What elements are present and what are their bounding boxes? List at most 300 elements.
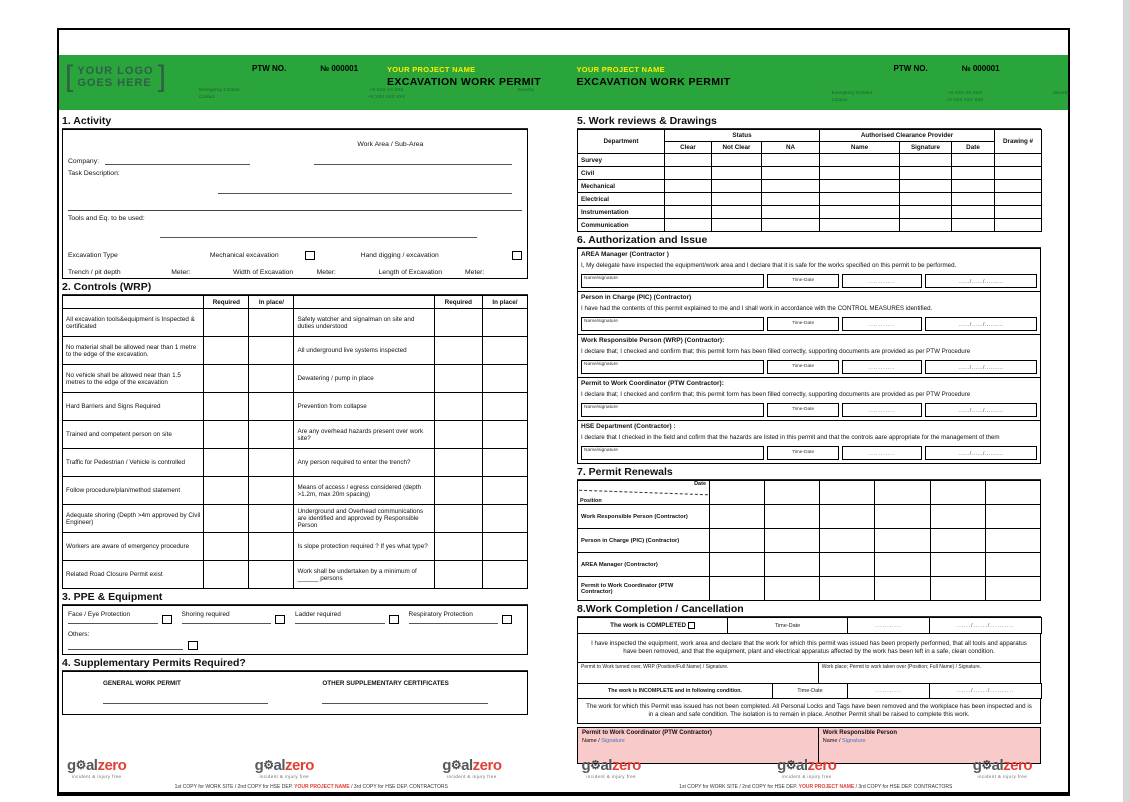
ppe-label: Ladder required: [295, 611, 385, 624]
not-clear-header: Not Clear: [712, 142, 762, 154]
signature-row: [581, 317, 1037, 331]
department-row: [578, 206, 1042, 219]
renewal-sign-cell[interactable]: [875, 553, 930, 577]
controls-table: [62, 295, 528, 589]
section-activity: [62, 129, 528, 279]
name-signature-field[interactable]: Name/signature: [581, 446, 764, 460]
inplace-cell[interactable]: [249, 477, 294, 505]
emergency-label: Emergency Contact :: [199, 87, 242, 92]
renewal-date-cell[interactable]: [710, 481, 765, 505]
auth-role-title: Permit to Work Coordinator (PTW Contractor):: [581, 380, 724, 387]
mechanical-excavation-label: Mechanical excavation: [209, 252, 279, 259]
required-cell[interactable]: [434, 309, 482, 337]
renewal-sign-cell[interactable]: [930, 505, 985, 529]
title-block: [577, 65, 797, 88]
left-page-footer: [59, 758, 564, 790]
provider-name-cell[interactable]: [820, 206, 900, 219]
renewal-role: Permit to Work Coordinator (PTW Contractor): [578, 577, 710, 601]
permit-document: [57, 28, 1070, 796]
required-cell[interactable]: [204, 561, 249, 589]
work-area-field[interactable]: [314, 157, 512, 165]
goalzero-al: al: [461, 757, 473, 774]
inplace-cell[interactable]: [482, 533, 527, 561]
ptw-label: PTW NO.: [252, 64, 287, 73]
renewal-sign-cell[interactable]: [985, 529, 1040, 553]
drawing-cell[interactable]: [995, 180, 1042, 193]
renewal-date-cell[interactable]: [930, 481, 985, 505]
control-item-left: Hard Barriers and Signs Required: [63, 393, 204, 421]
renewal-sign-cell[interactable]: [875, 577, 930, 601]
required-cell[interactable]: [434, 393, 482, 421]
date-dots-field[interactable]: ....../....../..........: [925, 403, 1037, 417]
goalzero-gear-icon: ⚙: [263, 758, 274, 772]
required-cell[interactable]: [434, 365, 482, 393]
renewal-sign-cell[interactable]: [930, 577, 985, 601]
goalzero-g: g: [67, 757, 76, 774]
provider-signature-cell[interactable]: [900, 206, 952, 219]
other-certificates-field[interactable]: [322, 696, 487, 704]
tools-label: Tools and Eq. to be used:: [68, 215, 145, 222]
control-item-right: Underground and Overhead communications are identified and approved by Responsible Person: [294, 505, 434, 533]
provider-name-cell[interactable]: [820, 180, 900, 193]
mechanical-excavation-checkbox[interactable]: [305, 251, 315, 260]
goalzero-tagline: incident & injury free: [71, 774, 122, 779]
controls-row: [63, 421, 528, 449]
required-cell[interactable]: [434, 337, 482, 365]
time-date-field[interactable]: Time-Date: [767, 446, 839, 460]
goalzero-zero: zero: [472, 757, 502, 774]
renewal-sign-cell[interactable]: [985, 505, 1040, 529]
not-clear-cell[interactable]: [712, 154, 762, 167]
renewal-sign-cell[interactable]: [765, 529, 820, 553]
control-item-right: Prevention from collapse: [294, 393, 434, 421]
required-cell[interactable]: [204, 421, 249, 449]
renewal-sign-cell[interactable]: [985, 553, 1040, 577]
provider-date-cell[interactable]: [952, 180, 995, 193]
signature-dots-cell[interactable]: ...........: [848, 684, 930, 699]
goalzero-g: g: [777, 757, 786, 774]
reviews-header-row1: [578, 130, 1042, 142]
control-item-right: All underground live systems inspected: [294, 337, 434, 365]
renewal-sign-cell[interactable]: [985, 577, 1040, 601]
inplace-cell[interactable]: [249, 561, 294, 589]
section-renewals-title: 7. Permit Renewals: [577, 466, 1041, 480]
renewal-date-cell[interactable]: [765, 481, 820, 505]
renewal-sign-cell[interactable]: [765, 553, 820, 577]
clear-cell[interactable]: [665, 167, 712, 180]
provider-signature-cell[interactable]: [900, 180, 952, 193]
distribution-part2: / 3rd COPY for HSE DEP. CONTRACTORS: [349, 784, 448, 790]
controls-row: [63, 477, 528, 505]
authorization-blocks: [577, 248, 1041, 464]
provider-name-cell[interactable]: [820, 193, 900, 206]
goalzero-gear-icon: ⚙: [590, 758, 601, 772]
inplace-cell[interactable]: [482, 337, 527, 365]
provider-date-cell[interactable]: [952, 193, 995, 206]
na-cell[interactable]: [762, 180, 820, 193]
meter-label: Meter:: [316, 269, 336, 276]
inplace-cell[interactable]: [482, 505, 527, 533]
controls-row: [63, 309, 528, 337]
renewal-sign-cell[interactable]: [820, 529, 875, 553]
provider-name-cell[interactable]: [820, 219, 900, 232]
inplace-cell[interactable]: [482, 309, 527, 337]
goalzero-zero: zero: [285, 757, 314, 774]
control-item-right: Means of access / egress considered (depth >1.2m, max 20m spacing): [294, 477, 434, 505]
work-completed-label: The work is COMPLETED: [610, 622, 687, 630]
scan-edge: [1123, 0, 1130, 802]
time-date-field[interactable]: Time-Date: [767, 317, 839, 331]
date-dots-cell[interactable]: ....../....../..........: [930, 618, 1042, 634]
control-item-left: Adequate shoring (Depth >4m approved by Civil Engineer): [63, 505, 204, 533]
renewal-sign-cell[interactable]: [765, 577, 820, 601]
provider-date-cell[interactable]: [952, 206, 995, 219]
taken-over-cell[interactable]: Work place; Permit to work taken over (Position; Full Name) / Signature.: [818, 663, 1040, 684]
renewal-date-cell[interactable]: [875, 481, 930, 505]
required-cell[interactable]: [434, 561, 482, 589]
inplace-cell[interactable]: [482, 449, 527, 477]
renewals-header-row: [578, 481, 1041, 505]
time-date-field[interactable]: Time-Date: [767, 274, 839, 288]
renewal-role: Work Responsible Person (Contractor): [578, 505, 710, 529]
not-clear-cell[interactable]: [712, 206, 762, 219]
ppe-checkbox[interactable]: [162, 615, 172, 624]
not-clear-cell[interactable]: [712, 193, 762, 206]
date-dots-field[interactable]: ....../....../..........: [925, 446, 1037, 460]
clear-cell[interactable]: [665, 154, 712, 167]
na-cell[interactable]: [762, 193, 820, 206]
signature-link[interactable]: Signature: [601, 738, 625, 744]
corner-diagonal: [578, 490, 710, 496]
goalzero-logo: [973, 758, 1032, 779]
provider-signature-cell[interactable]: [900, 219, 952, 232]
required-cell[interactable]: [204, 365, 249, 393]
goalzero-gear-icon: ⚙: [785, 758, 797, 772]
authorization-block: [577, 292, 1041, 335]
right-page: [577, 113, 1041, 764]
control-item-right: Is slope protection required ? If yes what type?: [294, 533, 434, 561]
section-ppe: [62, 605, 528, 655]
status-header: Status: [665, 130, 820, 142]
required-cell[interactable]: [204, 477, 249, 505]
signature-row: [581, 403, 1037, 417]
contact-label: Contact :: [831, 97, 850, 102]
others-field[interactable]: [68, 642, 183, 650]
not-clear-cell[interactable]: [712, 180, 762, 193]
inplace-cell[interactable]: [482, 421, 527, 449]
work-incomplete-row: [577, 683, 1042, 699]
ppe-checkbox[interactable]: [389, 615, 399, 624]
control-item-left: Trained and competent person on site: [63, 421, 204, 449]
clear-cell[interactable]: [665, 193, 712, 206]
renewal-sign-cell[interactable]: [820, 553, 875, 577]
logo-bracket-right-icon: ]: [157, 60, 166, 93]
inplace-cell[interactable]: [249, 505, 294, 533]
not-clear-cell[interactable]: [712, 219, 762, 232]
required-cell[interactable]: [204, 505, 249, 533]
ptw-label: PTW NO.: [893, 64, 928, 73]
security-label: Security: [1052, 90, 1070, 95]
name-signature-field[interactable]: Name/signature: [581, 403, 764, 417]
drawing-cell[interactable]: [995, 206, 1042, 219]
section-activity-title: 1. Activity: [62, 115, 528, 129]
auth-declaration: I declare that I checked in the field and cofirm that the hazards are listed in this permit and that the controls aare appropriate for the management of them: [581, 434, 1000, 441]
inplace-cell[interactable]: [482, 477, 527, 505]
na-cell[interactable]: [762, 219, 820, 232]
goalzero-al: al: [85, 757, 98, 774]
distribution-note: [59, 784, 564, 790]
department-row: [578, 180, 1042, 193]
date-dots-field[interactable]: ....../....../..........: [925, 274, 1037, 288]
company-logo: [65, 62, 166, 92]
provider-name-cell[interactable]: [820, 154, 900, 167]
page-footers: [59, 758, 1068, 790]
drawing-cell[interactable]: [995, 193, 1042, 206]
name-signature-field[interactable]: Name/signature: [581, 317, 764, 331]
time-date-field[interactable]: Time-Date: [767, 360, 839, 374]
na-cell[interactable]: [762, 154, 820, 167]
goalzero-al: al: [796, 757, 808, 774]
turned-over-cell[interactable]: Permit to Work turned over, WRP (Position/Full Name) / Signature.: [578, 663, 819, 684]
signature-dots-cell[interactable]: ...........: [848, 618, 930, 634]
ptw-number-block: [894, 64, 1000, 73]
ptw-coordinator-role: Permit to Work Coordinator (PTW Contractor): [582, 730, 712, 736]
time-date-cell[interactable]: Time-Date: [773, 684, 848, 699]
required-cell[interactable]: [434, 477, 482, 505]
controls-row: [63, 365, 528, 393]
drawing-cell[interactable]: [995, 154, 1042, 167]
inplace-cell[interactable]: [249, 393, 294, 421]
date-dots-field[interactable]: ....../....../..........: [925, 317, 1037, 331]
inplace-header: In place/: [249, 296, 294, 309]
renewal-sign-cell[interactable]: [875, 505, 930, 529]
renewal-date-cell[interactable]: [820, 481, 875, 505]
renewal-sign-cell[interactable]: [710, 553, 765, 577]
control-item-left: Traffic for Pedestrian / Vehicle is controlled: [63, 449, 204, 477]
meter-label: Meter:: [465, 269, 485, 276]
provider-date-cell[interactable]: [952, 154, 995, 167]
inplace-cell[interactable]: [249, 309, 294, 337]
work-reviews-table: [577, 129, 1042, 232]
renewal-role: Person in Charge (PIC) (Contractor): [578, 529, 710, 553]
goalzero-al: al: [273, 757, 286, 774]
control-item-left: No vehicle shall be allowed near than 1.5 metres to the edge of the excavation: [63, 365, 204, 393]
signature-dots-field[interactable]: ...........: [842, 360, 922, 374]
goalzero-zero: zero: [807, 757, 837, 774]
required-cell[interactable]: [204, 393, 249, 421]
signature-dots-field[interactable]: ...........: [842, 274, 922, 288]
control-item-right: Are any overhead hazards present over work site?: [294, 421, 434, 449]
renewal-sign-cell[interactable]: [820, 505, 875, 529]
auth-role-title: AREA Manager (Contractor ): [581, 251, 669, 258]
department-row: [578, 167, 1042, 180]
ppe-item: [409, 611, 523, 624]
na-cell[interactable]: [762, 206, 820, 219]
contact-value: +X XXX XXX XXX: [368, 94, 406, 99]
required-cell[interactable]: [204, 337, 249, 365]
section-supplementary: [62, 671, 528, 715]
goalzero-g: g: [972, 757, 982, 774]
logo-line1: YOUR LOGO: [77, 65, 154, 77]
inplace-cell[interactable]: [482, 365, 527, 393]
required-cell[interactable]: [204, 533, 249, 561]
required-cell[interactable]: [434, 533, 482, 561]
department-name: Civil: [578, 167, 665, 180]
corner-position-label: Position: [580, 498, 602, 504]
na-cell[interactable]: [762, 167, 820, 180]
goalzero-tagline: incident & injury free: [259, 774, 310, 779]
goalzero-gear-icon: ⚙: [981, 758, 992, 772]
general-work-permit-field[interactable]: [103, 696, 268, 704]
control-item-left: No material shall be allowed near than 1 metre to the edge of the excavation.: [63, 337, 204, 365]
distribution-project: YOUR PROJECT NAME: [294, 784, 350, 790]
inplace-cell[interactable]: [482, 561, 527, 589]
inplace-cell[interactable]: [249, 449, 294, 477]
renewal-date-cell[interactable]: [985, 481, 1040, 505]
auth-declaration: I declare that; I checked and confirm that; this permit form has been filled correctly, supporting documents are provided as per PTW Procedure: [581, 391, 971, 398]
ppe-checkbox[interactable]: [275, 615, 285, 624]
department-row: [578, 193, 1042, 206]
ptw-number: № 000001: [961, 64, 1000, 73]
project-name: YOUR PROJECT NAME: [576, 65, 665, 74]
wrp-role: Work Responsible Person: [822, 730, 897, 736]
renewal-sign-cell[interactable]: [710, 505, 765, 529]
name-signature-field[interactable]: Name/signature: [581, 274, 764, 288]
authorization-block: [577, 248, 1041, 292]
renewal-role: AREA Manager (Contractor): [578, 553, 710, 577]
date-dots-field[interactable]: ....../....../..........: [925, 360, 1037, 374]
department-row: [578, 154, 1042, 167]
distribution-project: YOUR PROJECT NAME: [798, 784, 855, 790]
date-position-corner: [578, 481, 710, 505]
inplace-cell[interactable]: [482, 393, 527, 421]
control-item-left: All excavation tools&equipment is Inspected & certificated: [63, 309, 204, 337]
date-header: Date: [952, 142, 995, 154]
drawing-cell[interactable]: [995, 167, 1042, 180]
provider-signature-cell[interactable]: [900, 154, 952, 167]
goalzero-logo: [777, 758, 836, 779]
renewal-row: [578, 577, 1041, 601]
signature-dots-field[interactable]: ...........: [842, 317, 922, 331]
distribution-part2: / 3rd COPY for HSE DEP. CONTRACTORS: [854, 784, 953, 790]
signature-dots-field[interactable]: ...........: [842, 446, 922, 460]
provider-date-cell[interactable]: [952, 167, 995, 180]
provider-name-cell[interactable]: [820, 167, 900, 180]
distribution-part1: 1st COPY for WORK SITE / 2nd COPY for HSE DEP.: [679, 784, 799, 790]
hand-digging-label: Hand digging / excavation: [360, 252, 439, 259]
signature-dots-field[interactable]: ...........: [842, 403, 922, 417]
task-description-field[interactable]: [218, 186, 512, 194]
logo-line2: GOES HERE: [77, 77, 152, 89]
ppe-checkbox[interactable]: [502, 615, 512, 624]
inplace-header: In place/: [482, 296, 527, 309]
signature-header: Signature: [900, 142, 952, 154]
work-incomplete-label: The work is INCOMPLETE and in following condition.: [578, 684, 773, 699]
goalzero-g: g: [442, 757, 451, 774]
goalzero-g: g: [581, 757, 591, 774]
time-date-cell[interactable]: Time-Date: [728, 618, 848, 634]
not-clear-cell[interactable]: [712, 167, 762, 180]
project-name: YOUR PROJECT NAME: [387, 65, 476, 74]
controls-row: [63, 393, 528, 421]
required-cell[interactable]: [204, 449, 249, 477]
required-cell[interactable]: [434, 505, 482, 533]
required-cell[interactable]: [204, 309, 249, 337]
ppe-label: Respiratory Protection: [409, 611, 499, 624]
renewal-sign-cell[interactable]: [930, 529, 985, 553]
auth-declaration: I, My delegate have inspected the equipment/work area and I declare that it is safe for the works specified on this permit to be performed.: [581, 262, 957, 269]
form-header: [59, 55, 1068, 110]
auth-declaration: I declare that; I checked and confirm that; this permit form has been filled correctly, supporting documents are provided as per PTW Procedure: [581, 348, 971, 355]
renewal-sign-cell[interactable]: [820, 577, 875, 601]
required-cell[interactable]: [434, 421, 482, 449]
renewal-sign-cell[interactable]: [930, 553, 985, 577]
controls-blank-header: [294, 296, 434, 309]
goalzero-al: al: [600, 757, 612, 774]
header-right-page: [564, 55, 1069, 110]
drawing-cell[interactable]: [995, 219, 1042, 232]
controls-row: [63, 505, 528, 533]
tools-field[interactable]: [160, 230, 477, 238]
others-checkbox[interactable]: [188, 641, 198, 650]
ppe-item: [295, 611, 409, 624]
renewal-sign-cell[interactable]: [765, 505, 820, 529]
hand-digging-checkbox[interactable]: [512, 251, 522, 260]
inplace-cell[interactable]: [249, 365, 294, 393]
renewal-sign-cell[interactable]: [710, 577, 765, 601]
permit-renewals-table: [577, 480, 1041, 601]
permit-title: EXCAVATION WORK PERMIT: [576, 76, 731, 88]
name-header: Name: [820, 142, 900, 154]
renewal-sign-cell[interactable]: [875, 529, 930, 553]
inplace-cell[interactable]: [249, 421, 294, 449]
provider-signature-cell[interactable]: [900, 193, 952, 206]
work-completed-checkbox[interactable]: [688, 622, 695, 629]
name-signature-field[interactable]: Name/signature: [581, 360, 764, 374]
clear-cell[interactable]: [665, 180, 712, 193]
ptw-number-block: [252, 64, 358, 73]
signature-link[interactable]: Signature: [842, 738, 866, 744]
goalzero-tagline: incident & injury free: [586, 774, 636, 779]
provider-signature-cell[interactable]: [900, 167, 952, 180]
distribution-note: [564, 784, 1069, 790]
time-date-field[interactable]: Time-Date: [767, 403, 839, 417]
controls-row: [63, 561, 528, 589]
date-dots-cell[interactable]: ....../....../..........: [930, 684, 1042, 699]
ppe-label: Shoring required: [182, 611, 272, 624]
provider-date-cell[interactable]: [952, 219, 995, 232]
inplace-cell[interactable]: [249, 533, 294, 561]
clear-cell[interactable]: [665, 206, 712, 219]
control-item-left: Related Road Closure Permit exist: [63, 561, 204, 589]
controls-row: [63, 337, 528, 365]
renewal-sign-cell[interactable]: [710, 529, 765, 553]
control-item-right: Any person required to enter the trench?: [294, 449, 434, 477]
required-cell[interactable]: [434, 449, 482, 477]
logo-strip: [564, 758, 1069, 779]
controls-row: [63, 449, 528, 477]
work-area-label: Work Area / Sub-Area: [357, 141, 424, 148]
department-name: Communication: [578, 219, 665, 232]
inplace-cell[interactable]: [249, 337, 294, 365]
title-block: [387, 65, 567, 88]
clear-cell[interactable]: [665, 219, 712, 232]
auth-role-title: HSE Department (Contractor) :: [581, 423, 676, 430]
others-label: Others:: [68, 631, 90, 638]
department-name: Electrical: [578, 193, 665, 206]
right-page-footer: [564, 758, 1069, 790]
company-field[interactable]: [105, 157, 250, 165]
